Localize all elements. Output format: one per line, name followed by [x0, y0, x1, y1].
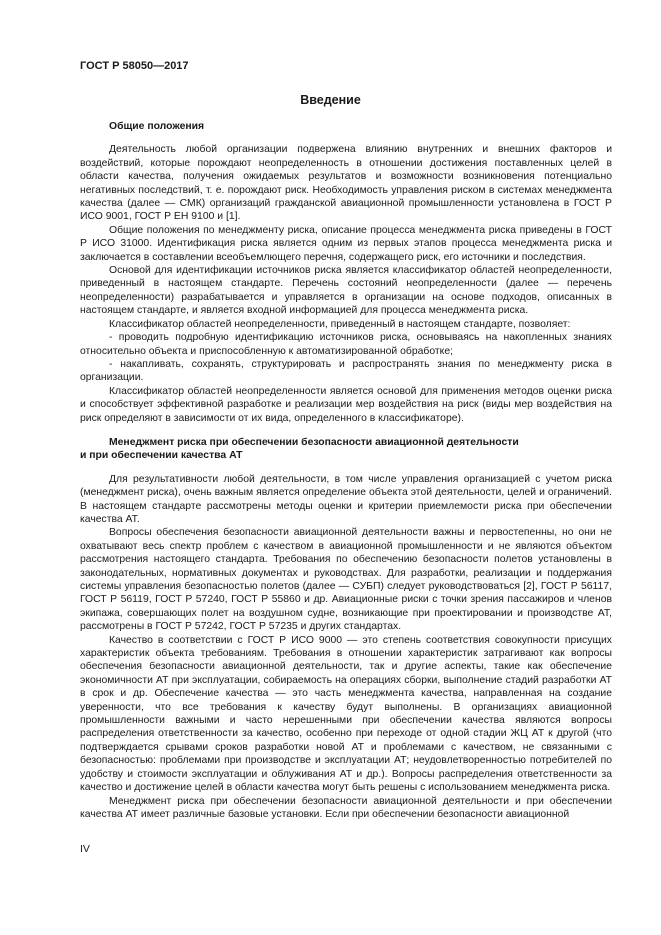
- paragraph: Качество в соответствии с ГОСТ Р ИСО 9000 — это степень соответствия совокупности присущих характеристик объекта требованиям. Требования в отношении характеристик затрагивают как вопросы обеспечения безопасности авиационной деятельности, так и другие аспекты, такие как обеспечение экономичности АТ при эксплуатации, собираемость на операциях сборки, выполнение стадий разработки АТ в срок и др. Обеспечение качества — это часть менеджмента качества, направленная на создание уверенности, что все требования к качеству будут выполнены. В организациях авиационной промышленности важными и часто нерешенными при обеспечении качества являются вопросы распределения ответственности за качество, особенно при переходе от одной стадии ЖЦ АТ к другой (что подтверждается срывами сроков разработки новой АТ и проблемами с качеством, не связанными с безопасностью: проблемами при производстве и эксплуатации АТ; неудовлетворенностью потребителей по удобству и стоимости эксплуатации и облуживания АТ и др.). Вопросы распределения ответственности за качество и достижение целей в области качества могут быть решены с использованием менеджмента риска.: [80, 634, 612, 794]
- page-title: Введение: [300, 93, 361, 107]
- heading-line: и при обеспечении качества АТ: [80, 450, 243, 462]
- heading-line: Менеджмент риска при обеспечении безопасности авиационной деятельности: [109, 436, 519, 448]
- paragraph: Для результативности любой деятельности, в том числе управления организацией с учетом риска (менеджмент риска), очень важным является определение объекта этой деятельности, целей и ограничений. В настоящем стандарте рассмотрены методы оценки и критерии приемлемости риска при обеспечении качества АТ.: [80, 473, 612, 525]
- paragraph: Основой для идентификации источников риска является классификатор областей неопределенности, приведенный в настоящем стандарте. Перечень состояний неопределенности (далее — перечень неопределенности) разрабатывается и управляется в организации на основе подходов, описанных в настоящем стандарте, и является входной информацией для процесса менеджмента риска.: [80, 265, 612, 317]
- paragraph: Общие положения по менеджменту риска, описание процесса менеджмента риска приведены в ГОСТ Р ИСО 31000. Идентификация риска является одним из первых этапов процесса менеджмента риска и заключается в составлении всеобъемлющего перечня, содержащего риск, его источники и последствия.: [80, 224, 612, 263]
- paragraph: Вопросы обеспечения безопасности авиационной деятельности важны и первостепенны, но они не охватывают весь спектр проблем с качеством в авиационной промышленности и не являются объектом рассмотрения настоящего стандарта. Требования по обеспечению безопасности полетов установлены в законодательных, нормативных документах и руководствах. Для разработки, реализации и поддержания системы управления безопасностью полетов (далее — СУБП) следует руководствоваться [2], ГОСТ Р 56117, ГОСТ Р 56119, ГОСТ Р 57240, ГОСТ Р 55860 и др. Авиационные риски с точки зрения пассажиров и членов экипажа, совершающих полет на воздушном судне, возникающие при проектировании и производстве АТ, рассмотрены в ГОСТ Р 57242, ГОСТ Р 57235 и других стандартах.: [80, 527, 612, 633]
- paragraph: Деятельность любой организации подвержена влиянию внутренних и внешних факторов и воздействий, которые порождают неопределенность в отношении достижения поставленных целей в области качества, получения ожидаемых результатов и возможности возникновения потенциально негативных последствий, т. е. порождают риск. Необходимость управления риском в системах менеджмента качества (далее — СМК) организаций гражданской авиационной промышленности установлена в ГОСТ Р ИСО 9001, ГОСТ Р ЕН 9100 и [1].: [80, 144, 612, 223]
- paragraph: Классификатор областей неопределенности является основой для применения методов оценки риска и способствует эффективной разработке и реализации мер воздействия на риск (виды мер воздействия на риск определяют в зависимости от их вида, определенного в классификаторе).: [80, 385, 612, 424]
- document-code: ГОСТ Р 58050—2017: [80, 60, 189, 72]
- page-number: IV: [80, 843, 90, 855]
- list-item: - накапливать, сохранять, структурировать и распространять знания по менеджменту риска в организации.: [80, 358, 612, 384]
- section-heading-risk-management: [80, 436, 612, 463]
- paragraph: Классификатор областей неопределенности, приведенный в настоящем стандарте, позволяет:: [109, 318, 571, 330]
- list-item: - проводить подробную идентификацию источников риска, основываясь на накопленных знаниях относительно объекта и приспособленную к автоматизированной обработке;: [80, 332, 612, 357]
- document-body: [80, 120, 612, 821]
- paragraph: Менеджмент риска при обеспечении безопасности авиационной деятельности и при обеспечении качества АТ имеет различные базовые установки. Если при обеспечении безопасности авиационной: [80, 795, 612, 820]
- section-heading-general: Общие положения: [109, 121, 205, 132]
